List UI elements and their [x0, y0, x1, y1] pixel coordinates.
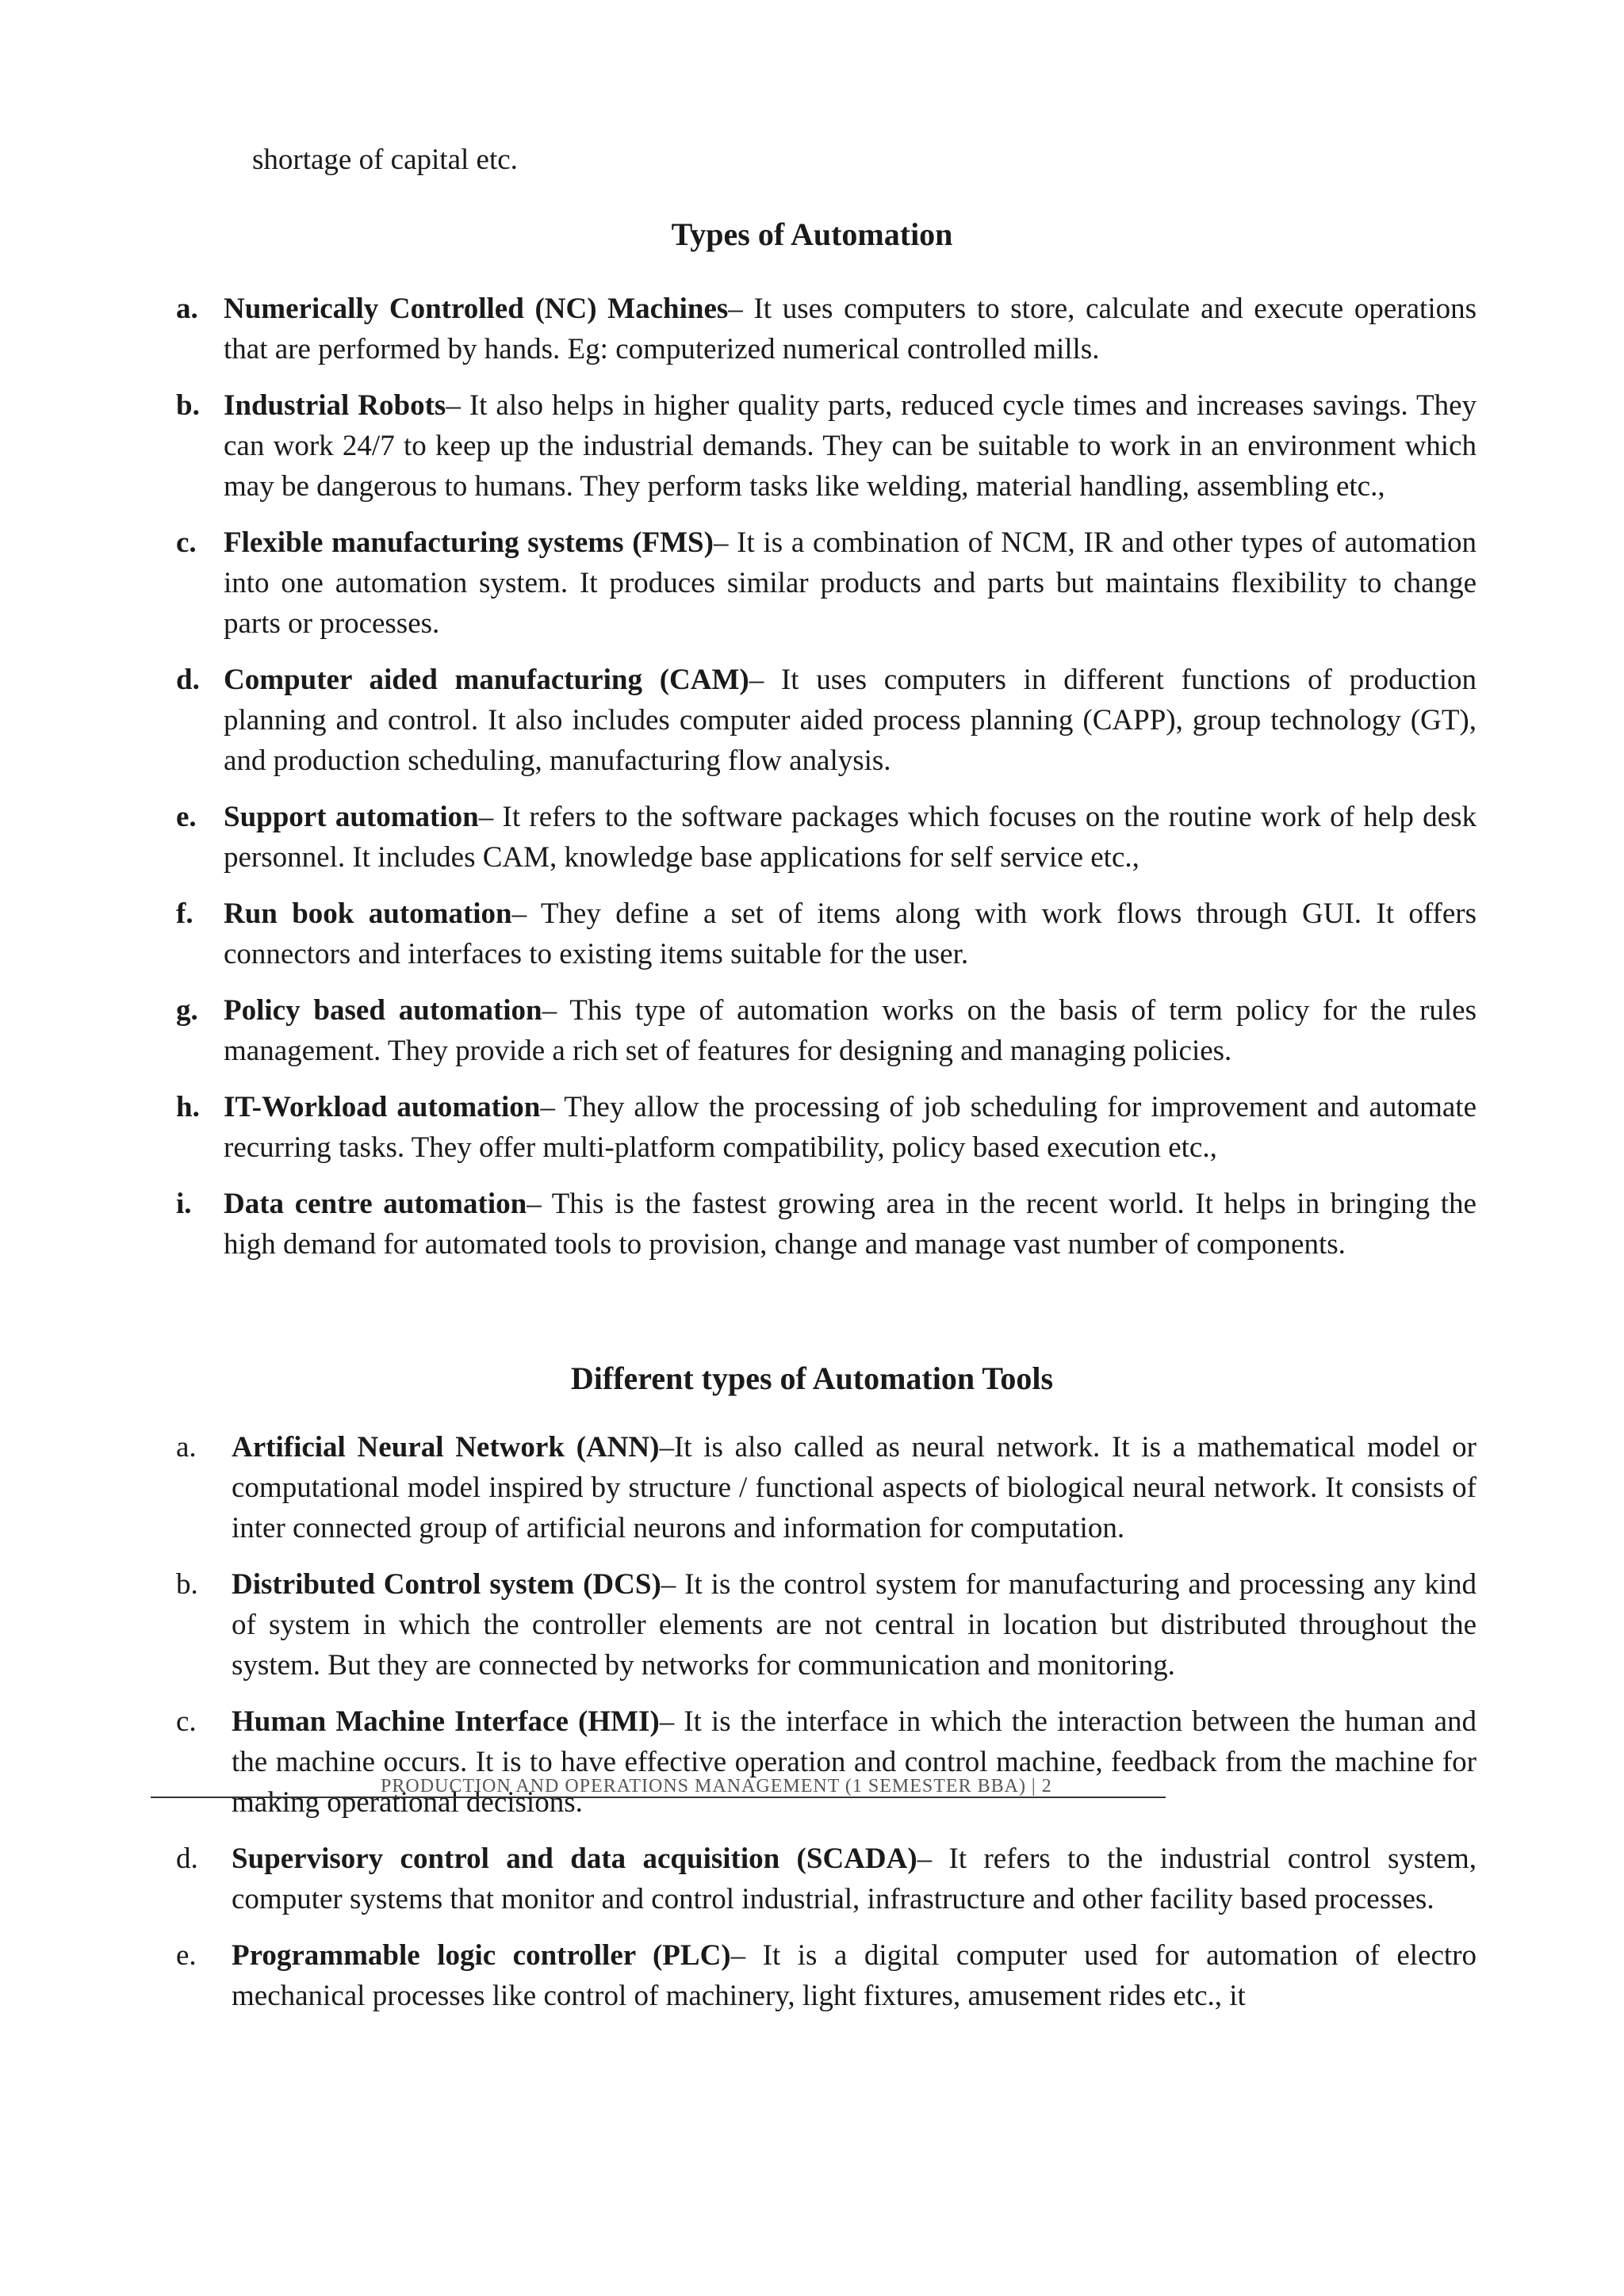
automation-tools-list [176, 1427, 1477, 2032]
list-item [176, 1427, 1477, 1548]
item-term: Human Machine Interface (HMI) [232, 1705, 660, 1738]
list-marker: g. [176, 994, 198, 1027]
list-item [176, 1935, 1477, 2016]
automation-types-list [176, 289, 1477, 1280]
list-marker: c. [176, 1705, 197, 1738]
item-term: Data centre automation [224, 1188, 527, 1220]
item-description: – It uses computers in different functions of production planning and control. It also includes computer aided process planning (CAPP), group technology (GT), and production scheduling, manufacturing flow analysis. [224, 664, 1477, 777]
item-term: Programmable logic controller (PLC) [232, 1939, 731, 1972]
list-item [176, 990, 1477, 1071]
list-item [176, 894, 1477, 974]
item-description: – It is the control system for manufacturing and processing any kind of system in which the controller elements are not central in location but distributed throughout the system. But they are connected by networks for communication and monitoring. [232, 1568, 1477, 1682]
list-marker: b. [176, 389, 200, 422]
item-description: – It uses computers to store, calculate and execute operations that are performed by hands. Eg: computerized numerical controlled mills. [224, 293, 1477, 365]
list-marker: f. [176, 897, 193, 930]
list-item [176, 797, 1477, 878]
item-term: Support automation [224, 801, 479, 833]
item-term: Supervisory control and data acquisition (SCADA) [232, 1843, 917, 1875]
item-description: –It is also called as neural network. It is a mathematical model or computational model inspired by structure / functional aspects of biological neural network. It consists of inter connected group of artificial neurons and information for computation. [232, 1431, 1477, 1544]
item-term: Industrial Robots [224, 389, 446, 422]
item-term: Distributed Control system (DCS) [232, 1568, 661, 1601]
item-description: – They allow the processing of job scheduling for improvement and automate recurring tasks. They offer multi-platform compatibility, policy based execution etc., [224, 1091, 1477, 1164]
item-term: Artificial Neural Network (ANN) [232, 1431, 660, 1464]
list-item [176, 1839, 1477, 1919]
item-description: – This is the fastest growing area in the recent world. It helps in bringing the high demand for automated tools to provision, change and manage vast number of components. [224, 1188, 1477, 1261]
list-item [176, 1087, 1477, 1168]
item-description: – It also helps in higher quality parts, reduced cycle times and increases savings. They can work 24/7 to keep up the industrial demands. They can be suitable to work in an environment which may be dangerous to humans. They perform tasks like welding, material handling, assembling etc., [224, 389, 1477, 503]
item-description: – It is a digital computer used for automation of electro mechanical processes like control of machinery, light fixtures, amusement rides etc., it [232, 1939, 1477, 2012]
list-marker: a. [176, 1431, 197, 1464]
list-marker: a. [176, 293, 198, 325]
intro-text: shortage of capital etc. [252, 144, 518, 176]
page-footer [151, 1773, 1166, 1798]
item-description: – It is the interface in which the interaction between the human and the machine occurs. It is to have effective operation and control machine, feedback from the machine for making operational decisions. [232, 1705, 1477, 1819]
section-title-types-of-automation: Types of Automation [671, 216, 953, 252]
item-description: – This type of automation works on the basis of term policy for the rules management. They provide a rich set of features for designing and managing policies. [224, 994, 1477, 1067]
item-term: Policy based automation [224, 994, 542, 1027]
item-description: – It refers to the software packages which focuses on the routine work of help desk personnel. It includes CAM, knowledge base applications for self service etc., [224, 801, 1477, 874]
list-item [176, 289, 1477, 369]
list-item [176, 522, 1477, 644]
item-description: – They define a set of items along with work flows through GUI. It offers connectors and interfaces to existing items suitable for the user. [224, 897, 1477, 970]
item-term: IT-Workload automation [224, 1091, 541, 1123]
list-item [176, 385, 1477, 507]
footer-text: PRODUCTION AND OPERATIONS MANAGEMENT (1 SEMESTER BBA) | 2 [381, 1776, 1052, 1797]
item-term: Run book automation [224, 897, 512, 930]
list-marker: h. [176, 1091, 200, 1123]
item-description: – It refers to the industrial control system, computer systems that monitor and control industrial, infrastructure and other facility based processes. [232, 1843, 1477, 1915]
list-marker: i. [176, 1188, 192, 1220]
list-marker: b. [176, 1568, 198, 1601]
item-term: Computer aided manufacturing (CAM) [224, 664, 749, 696]
list-item [176, 1701, 1477, 1823]
list-item [176, 660, 1477, 781]
list-item [176, 1564, 1477, 1686]
list-marker: e. [176, 801, 197, 833]
item-term: Flexible manufacturing systems (FMS) [224, 526, 714, 559]
list-marker: d. [176, 664, 200, 696]
item-term: Numerically Controlled (NC) Machines [224, 293, 729, 325]
list-marker: d. [176, 1843, 198, 1875]
list-marker: c. [176, 526, 197, 559]
item-description: – It is a combination of NCM, IR and other types of automation into one automation system. It produces similar products and parts but maintains flexibility to change parts or processes. [224, 526, 1477, 640]
section-title-automation-tools: Different types of Automation Tools [570, 1360, 1054, 1396]
list-item [176, 1184, 1477, 1265]
list-marker: e. [176, 1939, 197, 1972]
